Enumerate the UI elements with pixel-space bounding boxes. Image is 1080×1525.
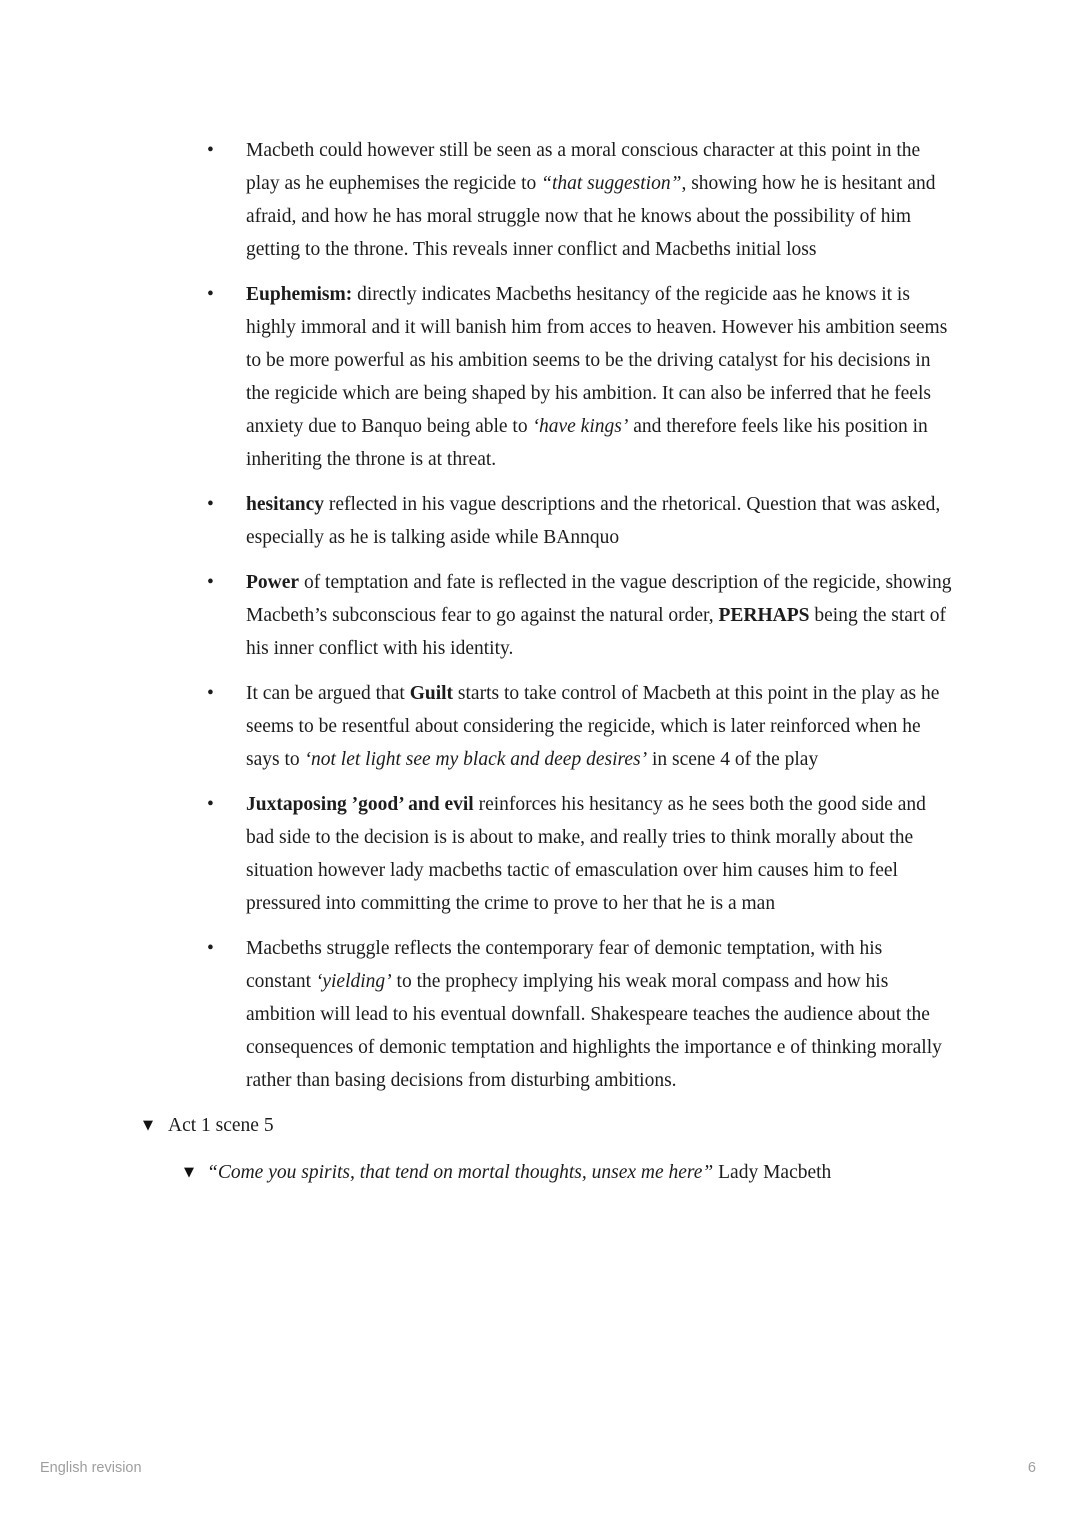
bullet-text (246, 278, 952, 476)
bullet-icon: • (207, 284, 214, 305)
bullet-list (0, 134, 1080, 1097)
bullet-text (246, 677, 952, 776)
bullet-list-item (207, 932, 1080, 1097)
bullet-list-item (207, 488, 1080, 554)
text-segment: PERHAPS (718, 605, 810, 626)
bullet-icon: • (207, 494, 214, 515)
text-segment: Macbeth could however still be seen as a moral conscious character at this point in the play as he euphemises the regicide to (246, 140, 921, 194)
text-segment: being the start of his inner conflict with his identity. (246, 605, 946, 659)
text-segment: It can be argued that (246, 683, 410, 704)
toggle-label (207, 1156, 831, 1189)
bullet-text (246, 488, 952, 554)
bullet-icon: • (207, 140, 214, 161)
bullet-text (246, 134, 952, 266)
text-segment: in scene 4 of the play (647, 749, 819, 770)
text-segment: ‘not let light see my black and deep desires’ (304, 749, 648, 770)
bullet-icon: • (207, 572, 214, 593)
text-segment: Euphemism: (246, 284, 353, 305)
text-segment: Guilt (409, 683, 454, 704)
toggle-lady-macbeth-quote (184, 1156, 1080, 1189)
text-segment: “that suggestion” (541, 173, 682, 194)
page-footer (40, 1460, 1036, 1476)
text-segment: of temptation and fate is reflected in the vague description of the regicide, showing Macbeth’s subconscious fear to go against the natural order, (246, 572, 952, 626)
text-segment: reinforces his hesitancy as he sees both the good side and bad side to the decision is is about to make, and really tries to think morally about the situation however lady macbeths tactic of emasculation over him causes him to feel pressured into committing the crime to prove to her that he is a man (246, 794, 926, 914)
text-segment: Lady Macbeth (713, 1162, 832, 1183)
bullet-icon: • (207, 794, 214, 815)
text-segment: Juxtaposing ’good’ and evil (246, 794, 474, 815)
text-segment: , showing how he is hesitant and afraid, and how he has moral struggle now that he knows about the possibility of him getting to the throne. This reveals inner conflict and Macbeths initial loss (246, 173, 936, 260)
footer-doc-title: English revision (40, 1460, 142, 1476)
footer-page-number: 6 (1027, 1460, 1036, 1476)
bullet-icon: • (207, 938, 214, 959)
toggle-act-1-scene-5 (143, 1109, 1080, 1142)
toggle-triangle-icon[interactable]: ▼ (143, 1118, 153, 1133)
bullet-text (246, 932, 952, 1097)
text-segment: ‘yielding’ (315, 971, 392, 992)
bullet-icon: • (207, 683, 214, 704)
text-segment: hesitancy (246, 494, 324, 515)
text-segment: and therefore feels like his position in inheriting the throne is at threat. (246, 416, 928, 470)
text-segment: directly indicates Macbeths hesitancy of the regicide aas he knows it is highly immoral and it will banish him from acces to heaven. However his ambition seems to be more powerful as his ambition seems to be the driving catalyst for his decisions in the regicide which are being shaped by his ambition. It can also be inferred that he feels anxiety due to Banquo being able to (246, 284, 948, 437)
bullet-list-item (207, 677, 1080, 776)
bullet-list-item (207, 788, 1080, 920)
bullet-list-item (207, 566, 1080, 665)
text-segment: “Come you spirits, that tend on mortal thoughts, unsex me here” (207, 1162, 714, 1183)
toggle-list (0, 1109, 1080, 1189)
text-segment: Power (246, 572, 300, 593)
bullet-text (246, 566, 952, 665)
bullet-list-item (207, 278, 1080, 476)
text-segment: reflected in his vague descriptions and the rhetorical. Question that was asked, especially as he is talking aside while BAnnquo (246, 494, 941, 548)
bullet-text (246, 788, 952, 920)
toggle-label (168, 1109, 274, 1142)
text-segment: to the prophecy implying his weak moral compass and how his ambition will lead to his eventual downfall. Shakespeare teaches the audience about the consequences of demonic temptation and highlights the importance e of thinking morally rather than basing decisions from disturbing ambitions. (246, 971, 942, 1091)
text-segment: starts to take control of Macbeth at this point in the play as he seems to be resentful about considering the regicide, which is later reinforced when he says to (246, 683, 940, 770)
text-segment: ‘have kings’ (532, 416, 629, 437)
text-segment: Act 1 scene 5 (168, 1115, 274, 1136)
bullet-list-item (207, 134, 1080, 266)
toggle-triangle-icon[interactable]: ▼ (184, 1165, 194, 1180)
text-segment: Macbeths struggle reflects the contemporary fear of demonic temptation, with his constant (246, 938, 883, 992)
